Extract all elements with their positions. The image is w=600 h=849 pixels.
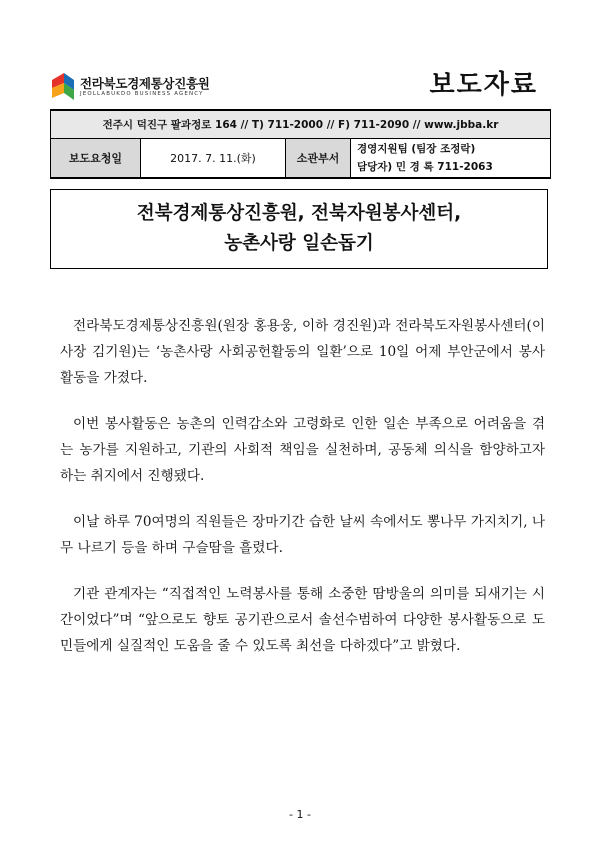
info-table bbox=[50, 109, 551, 179]
org-name-en: JEOLLABUKDO BUSINESS AGENCY bbox=[80, 91, 204, 97]
paragraph-3: 이날 하루 70여명의 직원들은 장마기간 습한 날씨 속에서도 뽕나무 가지치기, 나무 나르기 등을 하며 구슬땀을 흘렸다. bbox=[60, 514, 545, 556]
paragraph-1: 전라북도경제통상진흥원(원장 홍용웅, 이하 경진원)과 전라북도자원봉사센터(이사장 김기원)는 ‘농촌사랑 사회공헌활동의 일환’으로 10일 어제 부안군에서 봉사활동을 가졌다. bbox=[60, 318, 545, 386]
headline-line-2: 농촌사랑 일손돕기 bbox=[224, 233, 374, 254]
address-line: 전주시 덕진구 팔과정로 164 // T) 711-2000 // F) 711-2090 // www.jbba.kr bbox=[51, 110, 551, 139]
contact-team: 경영지원팀 (팀장 조정락) bbox=[357, 143, 476, 155]
article-body bbox=[60, 313, 545, 679]
headline-line-1: 전북경제통상진흥원, 전북자원봉사센터, bbox=[136, 203, 462, 224]
doc-type-title: 보도자료 bbox=[429, 70, 538, 100]
paragraph-4: 기관 관계자는 “직접적인 노력봉사를 통해 소중한 땀방울의 의미를 되새기는 시간이었다”며 “앞으로도 향토 공기관으로서 솔선수범하여 다양한 봉사활동으로 도민들에게 실질적인 도움을 줄 수 있도록 최선을 다하겠다”고 밝혔다. bbox=[60, 586, 545, 654]
contact-cell bbox=[351, 139, 551, 179]
org-name: 전라북도경제통상진흥원 bbox=[80, 76, 210, 91]
paragraph-2: 이번 봉사활동은 농촌의 인력감소와 고령화로 인한 일손 부족으로 어려움을 겪는 농가를 지원하고, 기관의 사회적 책임을 실천하며, 공동체 의식을 함양하고자 하는 취지에서 진행됐다. bbox=[60, 416, 545, 484]
date-value: 2017. 7. 11.(화) bbox=[141, 139, 286, 179]
headline-box bbox=[50, 189, 548, 269]
page-number: - 1 - bbox=[289, 808, 311, 821]
contact-person: 담당자) 민 경 록 711-2063 bbox=[357, 161, 493, 173]
dept-label: 소관부서 bbox=[286, 139, 351, 179]
date-label: 보도요청일 bbox=[51, 139, 141, 179]
org-logo-icon bbox=[50, 70, 76, 104]
org-logo bbox=[50, 70, 220, 106]
